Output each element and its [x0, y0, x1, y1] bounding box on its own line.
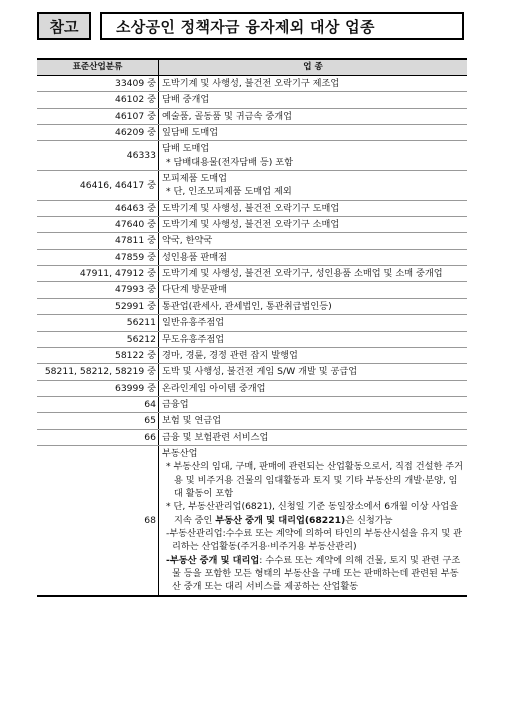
industry-code-cell: 46333	[37, 141, 159, 171]
industry-name: 온라인게임 아이템 중개업	[162, 382, 266, 394]
table-row	[37, 76, 467, 92]
industry-description-cell	[159, 347, 468, 363]
industry-description-cell	[159, 171, 468, 201]
industry-description-cell	[159, 200, 468, 216]
industry-name: 통관업(관세사, 관세법인, 통관취급법인등)	[162, 300, 332, 312]
industry-code-cell: 56212	[37, 331, 159, 347]
industry-code-cell: 47993 중	[37, 282, 159, 298]
table-row	[37, 249, 467, 265]
note-text: * 단, 부동산관리업(6821), 신청일 기준 동일장소에서 6개월 이상 사업을 지속 중인	[166, 501, 459, 526]
industry-name: 도박기계 및 사행성, 불건전 오락기구, 성인용품 소매업 및 소매 중개업	[162, 268, 443, 280]
industry-code-cell: 65	[37, 413, 159, 429]
industry-name: 도박 및 사행성, 불건전 게임 S/W 개발 및 공급업	[162, 366, 358, 378]
industry-description-cell	[159, 141, 468, 171]
industry-note: * 부동산의 임대, 구매, 판매에 관련되는 산업활동으로서, 직접 건설한 주거용 및 비주거용 건물의 임대활동과 토지 및 기타 부동산의 개발·분양, 임대 활동이 포함	[166, 461, 464, 499]
industry-name: 경마, 경륜, 경정 관련 잡지 발행업	[162, 349, 298, 361]
industry-description-cell	[159, 445, 468, 595]
table-row	[37, 141, 467, 171]
industry-name: 모피제품 도매업	[162, 173, 228, 185]
industry-code-cell: 56211	[37, 315, 159, 331]
industry-name: 예술품, 골동품 및 귀금속 중개업	[162, 110, 292, 122]
industry-code-cell: 46209 중	[37, 125, 159, 141]
table-row	[37, 233, 467, 249]
industry-name: 부동산업	[162, 447, 198, 459]
industry-name: 담배 중개업	[162, 94, 210, 106]
industry-code-cell: 64	[37, 396, 159, 412]
industry-code-cell: 46416, 46417 중	[37, 171, 159, 201]
industry-name: 도박기계 및 사행성, 불건전 오락기구 도매업	[162, 202, 340, 214]
industry-description-cell	[159, 429, 468, 445]
note-text: 은 신청가능	[345, 514, 393, 526]
note-emphasis: 부동산 중개 및 대리업(68221)	[215, 514, 346, 526]
industry-code-cell: 47859 중	[37, 249, 159, 265]
table-row	[37, 125, 467, 141]
page-title: 소상공인 정책자금 융자제외 대상 업종	[100, 12, 464, 40]
industry-note	[162, 500, 464, 527]
table-row	[37, 429, 467, 445]
industry-code-cell: 46463 중	[37, 200, 159, 216]
industry-name: 약국, 한약국	[162, 235, 213, 247]
table-row	[37, 347, 467, 363]
industry-name: 보험 및 연금업	[162, 415, 222, 427]
industry-code-cell: 47811 중	[37, 233, 159, 249]
industry-description-cell	[159, 331, 468, 347]
table-row	[37, 171, 467, 201]
table-row	[37, 331, 467, 347]
industry-description-cell	[159, 298, 468, 314]
industry-code-cell: 52991 중	[37, 298, 159, 314]
industry-code-cell: 68	[37, 445, 159, 595]
table-row	[37, 92, 467, 108]
table-row	[37, 413, 467, 429]
industry-name: 금융업	[162, 398, 189, 410]
industry-description-cell	[159, 76, 468, 92]
industry-description-cell	[159, 249, 468, 265]
industry-code-cell: 58122 중	[37, 347, 159, 363]
industry-description-cell	[159, 282, 468, 298]
industry-name: 성인용품 판매점	[162, 251, 228, 263]
table-row	[37, 108, 467, 124]
reference-tag: 참고	[37, 12, 91, 40]
table-body	[37, 76, 467, 596]
industry-name: 무도유흥주점업	[162, 333, 225, 345]
industry-name: 도박기계 및 사행성, 불건전 오락기구 소매업	[162, 219, 340, 231]
table-row	[37, 266, 467, 282]
definition-item: -부동산관리업:수수료 또는 계약에 의하여 타인의 부동산시설을 유지 및 관리하는 산업활동(주거용·비주거용 부동산관리)	[166, 527, 463, 553]
industry-code-cell: 58211, 58212, 58219 중	[37, 364, 159, 380]
table-row-real-estate	[37, 445, 467, 595]
table-row	[37, 200, 467, 216]
table-row	[37, 380, 467, 396]
table-row	[37, 217, 467, 233]
industry-description-cell	[159, 217, 468, 233]
industry-code-cell: 46107 중	[37, 108, 159, 124]
industry-description-cell	[159, 92, 468, 108]
industry-description-cell	[159, 364, 468, 380]
excluded-industries-table	[37, 58, 467, 597]
column-header-code: 표준산업분류	[37, 59, 159, 76]
industry-name: 도박기계 및 사행성, 불건전 오락기구 제조업	[162, 78, 340, 89]
industry-name: 담배 도매업	[162, 143, 210, 155]
table-row	[37, 298, 467, 314]
table-header-row	[37, 59, 467, 76]
table-row	[37, 282, 467, 298]
industry-description-cell	[159, 108, 468, 124]
column-header-industry: 업 종	[159, 59, 468, 76]
definition-item	[162, 554, 464, 594]
table-row	[37, 315, 467, 331]
industry-name: 일반유흥주점업	[162, 317, 225, 329]
definition-term: -부동산 중개 및 대리업	[166, 554, 260, 566]
definition-text: : 수수료 또는 계약에 의해 건물, 토지 및 관련 구조물 등을 포함한 모든 형태의 부동산을 구매 또는 판매하는데 관련된 부동산 중개 또는 대리 서비스를 제공하는 산업활동	[172, 554, 461, 593]
industry-code-cell: 33409 중	[37, 76, 159, 92]
industry-name: 다단계 방문판매	[162, 284, 228, 296]
industry-description-cell	[159, 315, 468, 331]
table-row	[37, 364, 467, 380]
table-row	[37, 396, 467, 412]
industry-description-cell	[159, 413, 468, 429]
industry-description-cell	[159, 266, 468, 282]
industry-code-cell: 47911, 47912 중	[37, 266, 159, 282]
industry-code-cell: 46102 중	[37, 92, 159, 108]
industry-code-cell: 63999 중	[37, 380, 159, 396]
industry-code-cell: 66	[37, 429, 159, 445]
section-header	[37, 12, 464, 40]
industry-description-cell	[159, 380, 468, 396]
industry-code-cell: 47640 중	[37, 217, 159, 233]
industry-description-cell	[159, 125, 468, 141]
industry-note: * 담배대용물(전자담배 등) 포함	[166, 156, 294, 168]
industry-note: * 단, 인조모피제품 도매업 제외	[166, 186, 292, 198]
industry-name: 잎담배 도매업	[162, 127, 219, 139]
industry-description-cell	[159, 396, 468, 412]
industry-description-cell	[159, 233, 468, 249]
industry-name: 금융 및 보험관련 서비스업	[162, 431, 269, 443]
